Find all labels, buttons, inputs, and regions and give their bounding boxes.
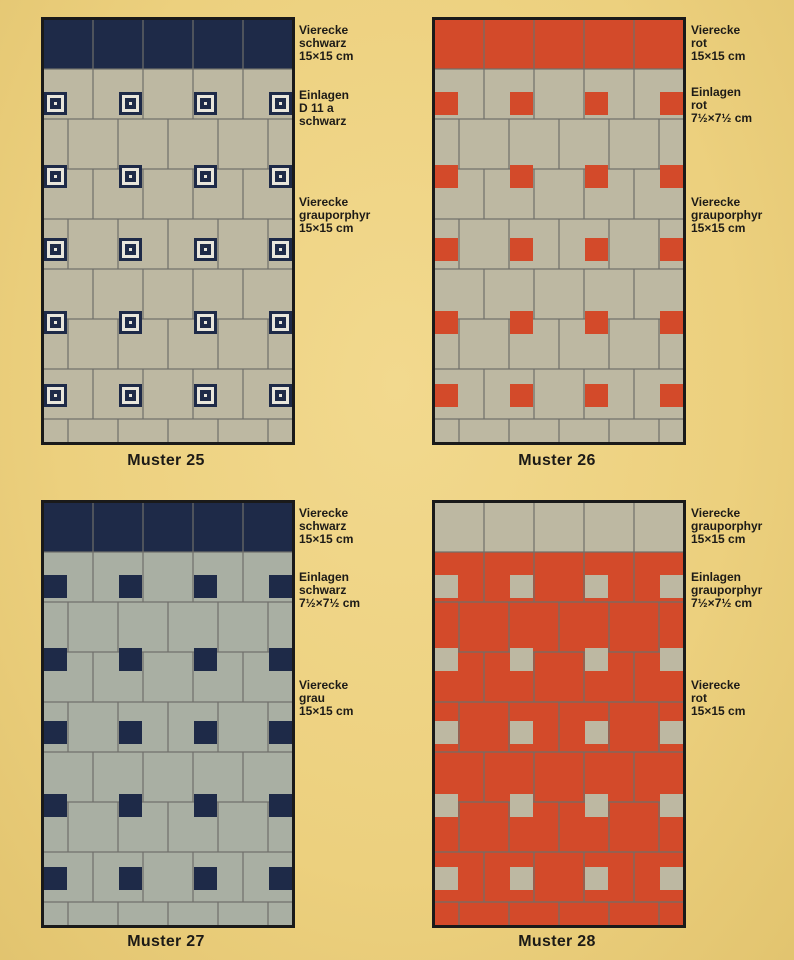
label-border-tiles-25: Vierecke schwarz 15×15 cm [299, 23, 354, 63]
insert-tile [44, 721, 67, 744]
insert-tile [660, 721, 683, 744]
field-tile [434, 603, 458, 652]
insert-tile [269, 92, 292, 115]
field-tile [144, 370, 193, 419]
field-tile [460, 803, 509, 852]
field-tile [535, 170, 584, 219]
insert-tile [194, 867, 217, 890]
field-tile [535, 70, 584, 119]
field-tile [169, 903, 218, 926]
insert-tile [119, 794, 142, 817]
field-tile [69, 120, 118, 169]
field-tile [144, 853, 193, 902]
field-tile [144, 70, 193, 119]
field-tile [610, 220, 659, 269]
field-tile [119, 120, 168, 169]
field-tile [269, 420, 293, 443]
field-tile [460, 703, 509, 752]
label-field-tiles-26: Vierecke grauporphyr 15×15 cm [691, 195, 763, 235]
insert-tile [660, 92, 683, 115]
insert-tile [510, 721, 533, 744]
insert-tile [269, 648, 292, 671]
field-tile [144, 653, 193, 702]
field-tile [69, 320, 118, 369]
insert-tile [585, 384, 608, 407]
insert-tile [510, 867, 533, 890]
field-tile [169, 120, 218, 169]
field-tile [535, 270, 584, 319]
tile-pattern-panel-27 [41, 500, 295, 928]
field-tile [434, 420, 458, 443]
insert-tile [435, 311, 458, 334]
insert-tile [119, 867, 142, 890]
insert-tile [194, 575, 217, 598]
border-tile [535, 20, 584, 69]
insert-tile [44, 92, 67, 115]
field-tile [610, 320, 659, 369]
insert-tile [660, 648, 683, 671]
field-tile [610, 703, 659, 752]
field-tile [144, 270, 193, 319]
tile-pattern-panel-28 [432, 500, 686, 928]
label-inserts-26: Einlagen rot 7½×7½ cm [691, 85, 753, 125]
field-tile [69, 703, 118, 752]
field-tile [510, 420, 559, 443]
insert-tile [269, 165, 292, 188]
field-tile [169, 603, 218, 652]
insert-tile [435, 721, 458, 744]
border-tile [535, 503, 584, 552]
border-tile [44, 20, 93, 69]
insert-tile [269, 867, 292, 890]
insert-tile [510, 165, 533, 188]
field-tile [219, 320, 268, 369]
insert-tile [660, 384, 683, 407]
insert-tile [435, 384, 458, 407]
field-tile [219, 603, 268, 652]
insert-tile [585, 721, 608, 744]
insert-tile [194, 721, 217, 744]
field-tile [535, 553, 584, 602]
label-border-tiles-27: Vierecke schwarz 15×15 cm [299, 506, 354, 546]
field-tile [460, 220, 509, 269]
border-tile [44, 503, 93, 552]
field-tile [434, 903, 458, 926]
label-inserts-28: Einlagen grauporphyr 7½×7½ cm [691, 570, 763, 610]
insert-tile [660, 575, 683, 598]
insert-tile [194, 648, 217, 671]
field-tile [660, 420, 684, 443]
insert-tile [119, 165, 142, 188]
field-tile [460, 420, 509, 443]
insert-tile [194, 794, 217, 817]
field-tile [269, 603, 293, 652]
field-tile [219, 803, 268, 852]
field-tile [510, 603, 559, 652]
field-tile [560, 903, 609, 926]
border-tile [244, 20, 293, 69]
insert-tile [660, 794, 683, 817]
insert-tile [510, 311, 533, 334]
field-tile [535, 753, 584, 802]
insert-tile [44, 384, 67, 407]
pattern-caption-27: Muster 27 [127, 933, 205, 950]
field-tile [144, 170, 193, 219]
insert-tile [660, 238, 683, 261]
insert-tile [435, 238, 458, 261]
border-tile [485, 503, 534, 552]
field-tile [119, 420, 168, 443]
field-tile [460, 903, 509, 926]
border-tile [635, 20, 684, 69]
field-tile [69, 420, 118, 443]
insert-tile [194, 238, 217, 261]
insert-tile [660, 165, 683, 188]
field-tile [219, 220, 268, 269]
field-tile [535, 653, 584, 702]
pattern-caption-25: Muster 25 [127, 452, 205, 469]
field-tile [434, 120, 458, 169]
insert-tile [119, 721, 142, 744]
field-tile [610, 803, 659, 852]
insert-tile [435, 165, 458, 188]
field-tile [610, 903, 659, 926]
field-tile [69, 903, 118, 926]
field-tile [510, 120, 559, 169]
border-tile [144, 20, 193, 69]
border-tile [435, 20, 484, 69]
field-tile [560, 603, 609, 652]
tile-pattern-panel-25 [41, 17, 295, 445]
insert-tile [585, 648, 608, 671]
insert-tile [44, 867, 67, 890]
field-tile [144, 553, 193, 602]
border-tile [585, 503, 634, 552]
field-tile [219, 703, 268, 752]
insert-tile [194, 384, 217, 407]
field-tile [535, 853, 584, 902]
field-tile [610, 603, 659, 652]
field-tile [219, 903, 268, 926]
border-tile [94, 20, 143, 69]
insert-tile [194, 92, 217, 115]
field-tile [69, 220, 118, 269]
border-tile [585, 20, 634, 69]
field-tile [43, 903, 67, 926]
insert-tile [660, 867, 683, 890]
field-tile [43, 120, 67, 169]
field-tile [460, 120, 509, 169]
field-tile [219, 420, 268, 443]
insert-tile [585, 238, 608, 261]
insert-tile [585, 311, 608, 334]
pattern-caption-26: Muster 26 [518, 452, 596, 469]
border-tile [94, 503, 143, 552]
label-inserts-25: Einlagen D 11 a schwarz [299, 88, 350, 128]
field-tile [510, 903, 559, 926]
tile-pattern-panel-26 [432, 17, 686, 445]
field-tile [269, 903, 293, 926]
insert-tile [585, 165, 608, 188]
insert-tile [510, 648, 533, 671]
insert-tile [269, 721, 292, 744]
insert-tile [510, 575, 533, 598]
insert-tile [585, 794, 608, 817]
field-tile [119, 903, 168, 926]
border-tile [144, 503, 193, 552]
field-tile [69, 803, 118, 852]
insert-tile [435, 794, 458, 817]
label-inserts-27: Einlagen schwarz 7½×7½ cm [299, 570, 361, 610]
insert-tile [585, 575, 608, 598]
insert-tile [269, 238, 292, 261]
insert-tile [510, 238, 533, 261]
field-tile [660, 120, 684, 169]
label-field-tiles-25: Vierecke grauporphyr 15×15 cm [299, 195, 371, 235]
field-tile [144, 753, 193, 802]
insert-tile [119, 92, 142, 115]
insert-tile [44, 575, 67, 598]
border-tile [485, 20, 534, 69]
field-tile [69, 603, 118, 652]
insert-tile [119, 311, 142, 334]
insert-tile [194, 311, 217, 334]
field-tile [460, 603, 509, 652]
insert-tile [194, 165, 217, 188]
pattern-caption-28: Muster 28 [518, 933, 596, 950]
insert-tile [510, 92, 533, 115]
field-tile [119, 603, 168, 652]
field-tile [660, 903, 684, 926]
field-tile [43, 420, 67, 443]
insert-tile [435, 867, 458, 890]
field-tile [560, 420, 609, 443]
field-tile [269, 120, 293, 169]
field-tile [460, 320, 509, 369]
insert-tile [269, 575, 292, 598]
border-tile [194, 503, 243, 552]
field-tile [535, 370, 584, 419]
label-border-tiles-28: Vierecke grauporphyr 15×15 cm [691, 506, 763, 546]
field-tile [660, 603, 684, 652]
label-border-tiles-26: Vierecke rot 15×15 cm [691, 23, 746, 63]
insert-tile [119, 238, 142, 261]
field-tile [610, 120, 659, 169]
insert-tile [585, 92, 608, 115]
insert-tile [44, 648, 67, 671]
field-tile [610, 420, 659, 443]
insert-tile [269, 794, 292, 817]
insert-tile [119, 648, 142, 671]
insert-tile [44, 165, 67, 188]
insert-tile [44, 794, 67, 817]
border-tile [435, 503, 484, 552]
insert-tile [269, 311, 292, 334]
insert-tile [435, 575, 458, 598]
insert-tile [510, 384, 533, 407]
border-tile [244, 503, 293, 552]
insert-tile [585, 867, 608, 890]
insert-tile [44, 238, 67, 261]
insert-tile [269, 384, 292, 407]
insert-tile [119, 575, 142, 598]
insert-tile [510, 794, 533, 817]
field-tile [560, 120, 609, 169]
insert-tile [44, 311, 67, 334]
label-field-tiles-27: Vierecke grau 15×15 cm [299, 678, 354, 718]
label-field-tiles-28: Vierecke rot 15×15 cm [691, 678, 746, 718]
field-tile [43, 603, 67, 652]
field-tile [219, 120, 268, 169]
insert-tile [119, 384, 142, 407]
insert-tile [435, 92, 458, 115]
insert-tile [435, 648, 458, 671]
border-tile [194, 20, 243, 69]
border-tile [635, 503, 684, 552]
field-tile [169, 420, 218, 443]
insert-tile [660, 311, 683, 334]
